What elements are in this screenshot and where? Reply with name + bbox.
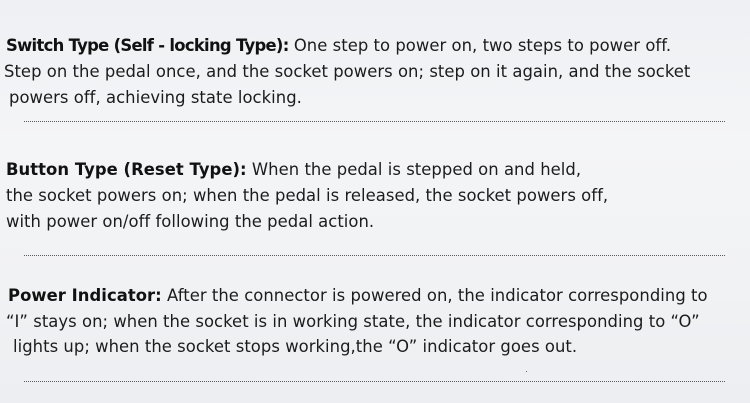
switch-type-label: Switch Type (Self - locking Type):: [6, 36, 289, 55]
power-indicator-text-1: After the connector is powered on, the indicator corresponding to: [167, 286, 708, 305]
button-type-text-2: the socket powers on; when the pedal is released, the socket powers off,: [6, 186, 609, 205]
switch-type-text-1: One step to power on, two steps to power off.: [293, 36, 672, 55]
button-type-text-1: When the pedal is stepped on and held,: [251, 160, 582, 179]
power-indicator-line-1: [8, 285, 708, 307]
section-divider: [24, 121, 725, 122]
button-type-label: Button Type (Reset Type):: [6, 160, 247, 179]
section-divider: [24, 381, 725, 382]
power-indicator-text-3: lights up; when the socket stops working,the “O” indicator goes out.: [13, 337, 578, 356]
switch-type-line-1: [6, 35, 671, 57]
power-indicator-text-2: “I” stays on; when the socket is in working state, the indicator corresponding to “O”: [6, 312, 700, 331]
stray-dot: [526, 371, 527, 372]
power-indicator-label: Power Indicator:: [8, 286, 162, 305]
switch-type-text-2: Step on the pedal once, and the socket powers on; step on it again, and the socket: [4, 62, 691, 81]
button-type-line-1: [6, 159, 581, 181]
section-divider: [24, 255, 725, 256]
switch-type-text-3: powers off, achieving state locking.: [9, 88, 302, 107]
button-type-text-3: with power on/off following the pedal action.: [6, 212, 375, 231]
